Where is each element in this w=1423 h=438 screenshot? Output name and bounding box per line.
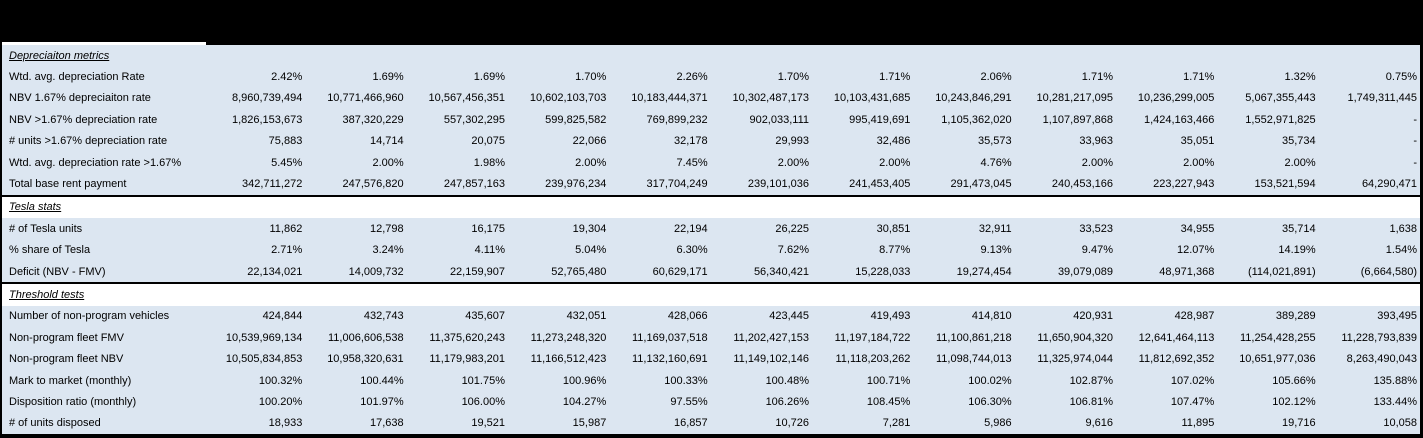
cell-value[interactable]: 22,066 (572, 135, 607, 148)
cell-value[interactable]: 18,933 (268, 417, 303, 430)
cell-value[interactable]: 3.24% (372, 244, 404, 257)
cell-value[interactable]: 1.32% (1284, 71, 1316, 84)
cell-value[interactable]: 10,958,320,631 (327, 353, 404, 366)
cell-value[interactable]: 15,228,033 (855, 265, 911, 278)
table-row (0, 66, 1423, 87)
cell-value[interactable]: 11,100,861,218 (936, 331, 1012, 344)
cell-value[interactable]: 5,986 (984, 417, 1012, 430)
cell-value[interactable]: 106.00% (461, 395, 505, 408)
cell-value[interactable]: 7.62% (777, 244, 809, 257)
cell-value[interactable]: 11,179,983,201 (429, 353, 505, 366)
cell-value[interactable]: 1.71% (1183, 71, 1215, 84)
cell-value[interactable]: 12,641,464,113 (1138, 331, 1215, 344)
cell-value[interactable]: 100.71% (866, 374, 911, 387)
cell-value[interactable]: 11,273,248,320 (530, 331, 607, 344)
table-row (0, 109, 1423, 130)
table-row (0, 218, 1423, 239)
cell-value[interactable]: 239,101,036 (747, 178, 809, 191)
cell-value[interactable]: 2.71% (271, 244, 303, 257)
row-label[interactable]: Wtd. avg. depreciation rate >1.67% (9, 156, 182, 169)
row-label[interactable]: NBV >1.67% depreciation rate (9, 113, 158, 126)
cell-value[interactable]: 10,243,846,291 (935, 92, 1012, 105)
cell-value[interactable]: 995,419,691 (849, 113, 911, 126)
row-label[interactable]: # units >1.67% depreciation rate (9, 135, 168, 148)
row-label[interactable]: # of Tesla units (9, 222, 83, 235)
cell-value[interactable]: 26,225 (775, 222, 809, 235)
cell-value[interactable]: 106.81% (1069, 395, 1113, 408)
cell-value[interactable]: 101.75% (461, 374, 505, 387)
cell-value[interactable]: 11,254,428,255 (1240, 331, 1316, 344)
cell-value[interactable]: 342,711,272 (241, 178, 303, 191)
cell-value[interactable]: 10,505,834,853 (225, 353, 303, 366)
cell-value[interactable]: 100.96% (562, 374, 607, 387)
cell-value[interactable]: 7.45% (676, 156, 708, 169)
cell-value[interactable]: 11,132,160,691 (632, 353, 708, 366)
cell-value[interactable]: (114,021,891) (1247, 265, 1316, 278)
cell-value[interactable]: 10,602,103,703 (529, 92, 607, 105)
cell-value[interactable]: 2.00% (1081, 156, 1113, 169)
cell-value[interactable]: 14,009,732 (348, 265, 404, 278)
cell-value[interactable]: 9,616 (1085, 417, 1113, 430)
cell-value[interactable]: 11,118,203,262 (835, 353, 911, 366)
cell-value[interactable]: 2.00% (1284, 156, 1316, 169)
cell-value[interactable]: 7,281 (882, 417, 911, 430)
cell-value[interactable]: 1.98% (473, 156, 505, 169)
cell-value[interactable]: 1.70% (575, 71, 607, 84)
cell-value[interactable]: 769,899,232 (646, 113, 708, 126)
row-label[interactable]: Deficit (NBV - FMV) (9, 265, 106, 278)
cell-value[interactable]: 599,825,582 (545, 113, 607, 126)
cell-value[interactable]: 223,227,943 (1153, 178, 1215, 191)
black-header-band (0, 0, 1423, 45)
cell-value[interactable]: 393,495 (1377, 310, 1417, 323)
cell-value[interactable]: 8,263,490,043 (1346, 353, 1417, 366)
cell-value[interactable]: - (1413, 156, 1417, 169)
cell-value[interactable]: 64,290,471 (1361, 178, 1417, 191)
cell-value[interactable]: 1,749,311,445 (1347, 92, 1417, 105)
table-row (0, 391, 1423, 412)
cell-value[interactable]: 11,812,692,352 (1138, 353, 1215, 366)
cell-value[interactable]: 10,103,431,685 (833, 92, 911, 105)
cell-value[interactable]: 10,567,456,351 (428, 92, 505, 105)
table-row (0, 152, 1423, 173)
cell-value[interactable]: 419,493 (870, 310, 911, 323)
cell-value[interactable]: 104.27% (562, 395, 607, 408)
cell-value[interactable]: 1.69% (372, 71, 404, 84)
cell-value[interactable]: 291,473,045 (950, 178, 1012, 191)
cell-value[interactable]: 2.42% (271, 71, 303, 84)
cell-value[interactable]: 33,963 (1079, 135, 1113, 148)
cell-value[interactable]: 11,862 (269, 222, 303, 235)
table-row (0, 413, 1423, 434)
cell-value[interactable]: 10,281,217,095 (1036, 92, 1113, 105)
cell-value[interactable]: 14.19% (1278, 244, 1316, 257)
cell-value[interactable]: 107.47% (1170, 395, 1215, 408)
cell-value[interactable]: 106.30% (968, 395, 1012, 408)
cell-value[interactable]: 19,716 (1282, 417, 1316, 430)
cell-value[interactable]: 30,851 (876, 222, 911, 235)
cell-value[interactable]: 16,857 (674, 417, 708, 430)
cell-value[interactable]: 10,302,487,173 (732, 92, 809, 105)
cell-value[interactable]: 29,993 (775, 135, 809, 148)
cell-value[interactable]: 11,006,606,538 (328, 331, 404, 344)
cell-value[interactable]: 2.06% (980, 71, 1012, 84)
row-label[interactable]: Wtd. avg. depreciation Rate (9, 71, 145, 84)
cell-value[interactable]: 2.00% (575, 156, 607, 169)
cell-value[interactable]: (6,664,580) (1360, 265, 1417, 278)
cell-value[interactable]: 135.88% (1373, 374, 1417, 387)
cell-value[interactable]: 424,844 (262, 310, 303, 323)
cell-value[interactable]: 153,521,594 (1254, 178, 1316, 191)
cell-value[interactable]: 4.11% (474, 244, 505, 257)
section-header-row (0, 195, 1423, 218)
cell-value[interactable]: 22,159,907 (449, 265, 505, 278)
cell-value[interactable]: 11,650,904,320 (1037, 331, 1113, 344)
table-row (0, 261, 1423, 282)
cell-value[interactable]: 100.32% (258, 374, 303, 387)
cell-value[interactable]: 9.47% (1081, 244, 1113, 257)
cell-value[interactable]: 1,826,153,673 (231, 113, 303, 126)
row-label[interactable]: Total base rent payment (9, 178, 127, 191)
cell-value[interactable]: 1,424,163,466 (1143, 113, 1215, 126)
cell-value[interactable]: 1,552,971,825 (1245, 113, 1316, 126)
cell-value[interactable]: 2.00% (777, 156, 809, 169)
cell-value[interactable]: 10,539,969,134 (225, 331, 303, 344)
cell-value[interactable]: 11,197,184,722 (834, 331, 911, 344)
cell-value[interactable]: 428,066 (667, 310, 708, 323)
cell-value[interactable]: 19,274,454 (956, 265, 1012, 278)
cell-value[interactable]: 48,971,368 (1159, 265, 1215, 278)
row-label[interactable]: Non-program fleet NBV (9, 353, 124, 366)
cell-value[interactable]: 1.54% (1385, 244, 1417, 257)
cell-value[interactable]: 11,169,037,518 (632, 331, 708, 344)
cell-value[interactable]: 389,289 (1275, 310, 1316, 323)
table-row (0, 370, 1423, 391)
table-row (0, 88, 1423, 109)
cell-value[interactable]: 15,987 (572, 417, 607, 430)
table-border-left (0, 0, 2, 438)
cell-value[interactable]: 1.71% (1081, 71, 1113, 84)
cell-value[interactable]: 10,183,444,371 (631, 92, 708, 105)
cell-value[interactable]: 133.44% (1373, 395, 1417, 408)
cell-value[interactable]: 100.44% (360, 374, 404, 387)
table-row (0, 131, 1423, 152)
cell-value[interactable]: 97.55% (670, 395, 708, 408)
cell-value[interactable]: 35,734 (1282, 135, 1316, 148)
cell-value[interactable]: 11,166,512,423 (530, 353, 607, 366)
cell-value[interactable]: 107.02% (1170, 374, 1215, 387)
cell-value[interactable]: 105.66% (1272, 374, 1316, 387)
cell-value[interactable]: 240,453,166 (1051, 178, 1113, 191)
cell-value[interactable]: 432,051 (566, 310, 607, 323)
cell-value[interactable]: 32,486 (876, 135, 911, 148)
cell-value[interactable]: 11,895 (1181, 417, 1215, 430)
cell-value[interactable]: 35,051 (1180, 135, 1215, 148)
cell-value[interactable]: 423,445 (769, 310, 809, 323)
cell-value[interactable]: 106.26% (765, 395, 809, 408)
cell-value[interactable]: 10,058 (1383, 417, 1417, 430)
table-body (0, 45, 1423, 434)
table-border-bottom (0, 434, 1423, 438)
cell-value[interactable]: 6.30% (676, 244, 708, 257)
cell-value[interactable]: 56,340,421 (753, 265, 809, 278)
cell-value[interactable]: 435,607 (465, 310, 505, 323)
cell-value[interactable]: 100.20% (258, 395, 303, 408)
cell-value[interactable]: 100.02% (968, 374, 1012, 387)
cell-value[interactable]: 414,810 (971, 310, 1012, 323)
cell-value[interactable]: 39,079,089 (1057, 265, 1113, 278)
cell-value[interactable]: 1.69% (473, 71, 505, 84)
cell-value[interactable]: 100.48% (765, 374, 809, 387)
cell-value[interactable]: 14,714 (370, 135, 404, 148)
row-label[interactable]: Mark to market (monthly) (9, 374, 132, 387)
section-header-row (0, 45, 1423, 66)
cell-value[interactable]: 8,960,739,494 (231, 92, 303, 105)
cell-value[interactable]: 10,651,977,036 (1239, 353, 1316, 366)
cell-value[interactable]: 1.70% (777, 71, 809, 84)
cell-value[interactable]: 11,228,793,839 (1341, 331, 1417, 344)
table-row (0, 240, 1423, 261)
cell-value[interactable]: 16,175 (471, 222, 505, 235)
cell-value[interactable]: 102.12% (1272, 395, 1316, 408)
cell-value[interactable]: 557,302,295 (443, 113, 505, 126)
table-row (0, 306, 1423, 327)
cell-value[interactable]: 19,521 (471, 417, 505, 430)
table-row (0, 327, 1423, 348)
cell-value[interactable]: 239,976,234 (545, 178, 607, 191)
cell-value[interactable]: 33,523 (1079, 222, 1113, 235)
row-label[interactable]: Number of non-program vehicles (9, 310, 170, 323)
cell-value[interactable]: 4.76% (980, 156, 1012, 169)
cell-value[interactable]: 247,576,820 (342, 178, 404, 191)
cell-value[interactable]: 22,134,021 (247, 265, 303, 278)
cell-value[interactable]: 35,714 (1282, 222, 1316, 235)
table-row (0, 173, 1423, 194)
cell-value[interactable]: 241,453,405 (849, 178, 911, 191)
section-title: Depreciaiton metrics (9, 49, 110, 62)
cell-value[interactable]: 11,325,974,044 (1037, 353, 1113, 366)
row-label[interactable]: NBV 1.67% depreciaiton rate (9, 92, 151, 105)
section-title: Tesla stats (9, 201, 62, 214)
cell-value[interactable]: 9.13% (980, 244, 1012, 257)
row-label[interactable]: % share of Tesla (9, 244, 91, 257)
cell-value[interactable]: 10,771,466,960 (327, 92, 404, 105)
cell-value[interactable]: 432,743 (363, 310, 404, 323)
cell-value[interactable]: 102.87% (1069, 374, 1113, 387)
cell-value[interactable]: 2.00% (372, 156, 404, 169)
cell-value[interactable]: 34,955 (1180, 222, 1215, 235)
cell-value[interactable]: 1,638 (1389, 222, 1417, 235)
cell-value[interactable]: 32,911 (978, 222, 1012, 235)
row-label[interactable]: # of units disposed (9, 417, 101, 430)
cell-value[interactable]: 20,075 (471, 135, 505, 148)
cell-value[interactable]: 75,883 (268, 135, 303, 148)
cell-value[interactable]: 60,629,171 (652, 265, 708, 278)
cell-value[interactable]: - (1413, 135, 1417, 148)
cell-value[interactable]: 17,638 (370, 417, 404, 430)
cell-value[interactable]: 32,178 (674, 135, 708, 148)
cell-value[interactable]: 101.97% (360, 395, 404, 408)
cell-value[interactable]: 902,033,111 (749, 113, 809, 126)
row-label[interactable]: Disposition ratio (monthly) (9, 395, 137, 408)
cell-value[interactable]: 11,375,620,243 (429, 331, 505, 344)
cell-value[interactable]: 11,149,102,146 (733, 353, 809, 366)
cell-value[interactable]: 387,320,229 (342, 113, 404, 126)
cell-value[interactable]: 5.45% (271, 156, 303, 169)
table-row (0, 348, 1423, 369)
cell-value[interactable]: - (1413, 113, 1417, 126)
cell-value[interactable]: 1.71% (879, 71, 911, 84)
cell-value[interactable]: 5,067,355,443 (1245, 92, 1316, 105)
cell-value[interactable]: 108.45% (866, 395, 911, 408)
cell-value[interactable]: 1,105,362,020 (941, 113, 1012, 126)
cell-value[interactable]: 11,202,427,153 (733, 331, 809, 344)
cell-value[interactable]: 19,304 (572, 222, 607, 235)
cell-value[interactable]: 12.07% (1177, 244, 1215, 257)
cell-value[interactable]: 35,573 (978, 135, 1012, 148)
cell-value[interactable]: 12,798 (370, 222, 404, 235)
section-title: Threshold tests (9, 288, 85, 301)
cell-value[interactable]: 0.75% (1385, 71, 1417, 84)
cell-value[interactable]: 100.33% (664, 374, 708, 387)
cell-value[interactable]: 11,098,744,013 (936, 353, 1012, 366)
cell-value[interactable]: 22,194 (674, 222, 708, 235)
cell-value[interactable]: 2.00% (1183, 156, 1215, 169)
cell-value[interactable]: 1,107,897,868 (1042, 113, 1113, 126)
cell-value[interactable]: 10,726 (775, 417, 809, 430)
cell-value[interactable]: 2.00% (879, 156, 911, 169)
cell-value[interactable]: 317,704,249 (646, 178, 708, 191)
row-label[interactable]: Non-program fleet FMV (9, 331, 124, 344)
cell-value[interactable]: 52,765,480 (551, 265, 607, 278)
cell-value[interactable]: 8.77% (879, 244, 911, 257)
cell-value[interactable]: 420,931 (1073, 310, 1113, 323)
cell-value[interactable]: 428,987 (1174, 310, 1215, 323)
cell-value[interactable]: 5.04% (575, 244, 607, 257)
cell-value[interactable]: 247,857,163 (443, 178, 505, 191)
section-header-row (0, 282, 1423, 305)
cell-value[interactable]: 10,236,299,005 (1137, 92, 1215, 105)
cell-value[interactable]: 2.26% (676, 71, 708, 84)
